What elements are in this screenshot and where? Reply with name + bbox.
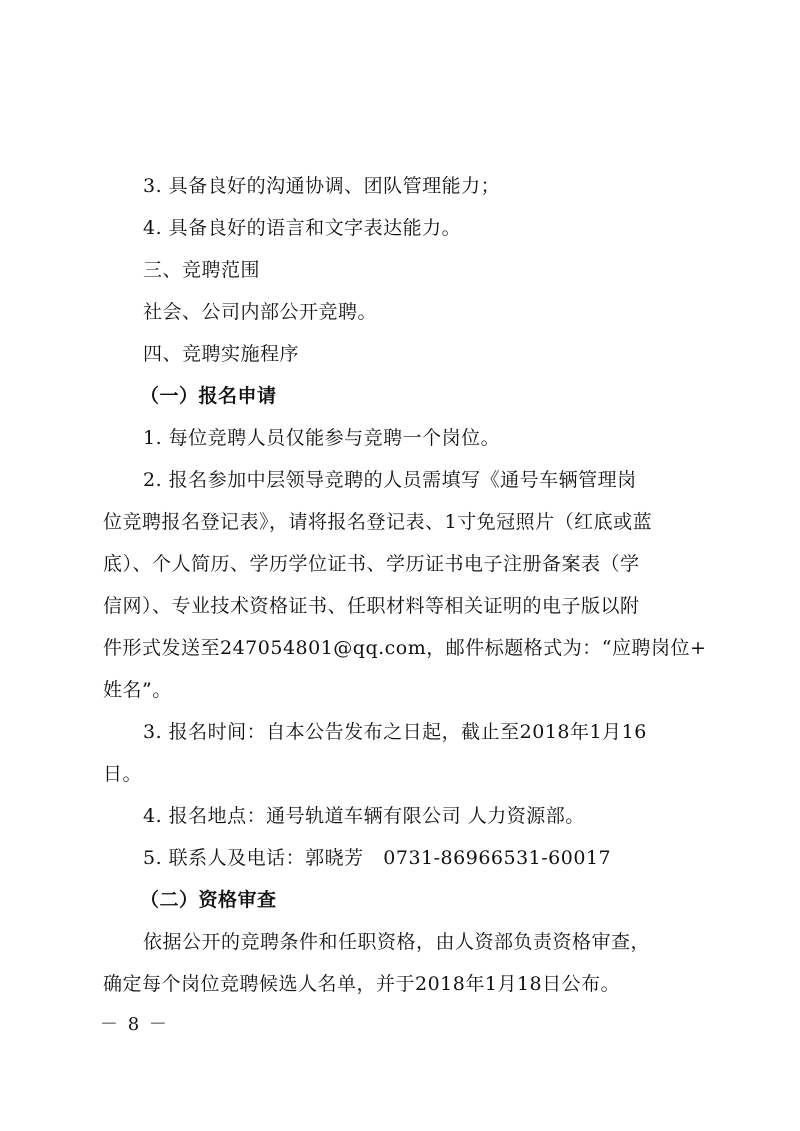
application-item-2-line-4: 信网）、专业技术资格证书、任职材料等相关证明的电子版以附 [103, 595, 640, 617]
application-item-2-line-1: 2. 报名参加中层领导竞聘的人员需填写《通号车辆管理岗 [143, 469, 637, 491]
application-item-3-line-2: 日。 [103, 763, 143, 785]
requirement-item-4: 4. 具备良好的语言和文字表达能力。 [143, 217, 462, 239]
scope-text: 社会、公司内部公开竞聘。 [143, 301, 378, 323]
application-item-2-line-6: 姓名”。 [103, 679, 172, 701]
section-heading-scope: 三、竞聘范围 [143, 259, 261, 281]
page-number: － 8 － [100, 1014, 169, 1035]
qualification-text-line-2: 确定每个岗位竞聘候选人名单，并于2018年1月18日公布。 [103, 973, 621, 995]
application-item-3-line-1: 3. 报名时间：自本公告发布之日起，截止至2018年1月16 [143, 721, 647, 743]
application-item-2-line-5: 件形式发送至247054801@qq.com，邮件标题格式为：“应聘岗位+ [103, 637, 707, 659]
requirement-item-3: 3. 具备良好的沟通协调、团队管理能力； [143, 175, 501, 197]
section-heading-procedure: 四、竞聘实施程序 [143, 343, 300, 365]
application-item-2-line-3: 底）、个人简历、学历学位证书、学历证书电子注册备案表（学 [103, 553, 640, 575]
application-item-4: 4. 报名地点：通号轨道车辆有限公司 人力资源部。 [143, 805, 585, 827]
qualification-text-line-1: 依据公开的竞聘条件和任职资格，由人资部负责资格审查， [143, 931, 651, 953]
application-item-5: 5. 联系人及电话：郭晓芳 0731-86966531-60017 [143, 847, 612, 869]
application-item-1: 1. 每位竞聘人员仅能参与竞聘一个岗位。 [143, 427, 501, 449]
subsection-heading-qualification: （二）资格审查 [140, 889, 277, 911]
subsection-heading-application: （一）报名申请 [140, 385, 277, 407]
application-item-2-line-2: 位竞聘报名登记表》，请将报名登记表、1寸免冠照片（红底或蓝 [103, 511, 653, 533]
